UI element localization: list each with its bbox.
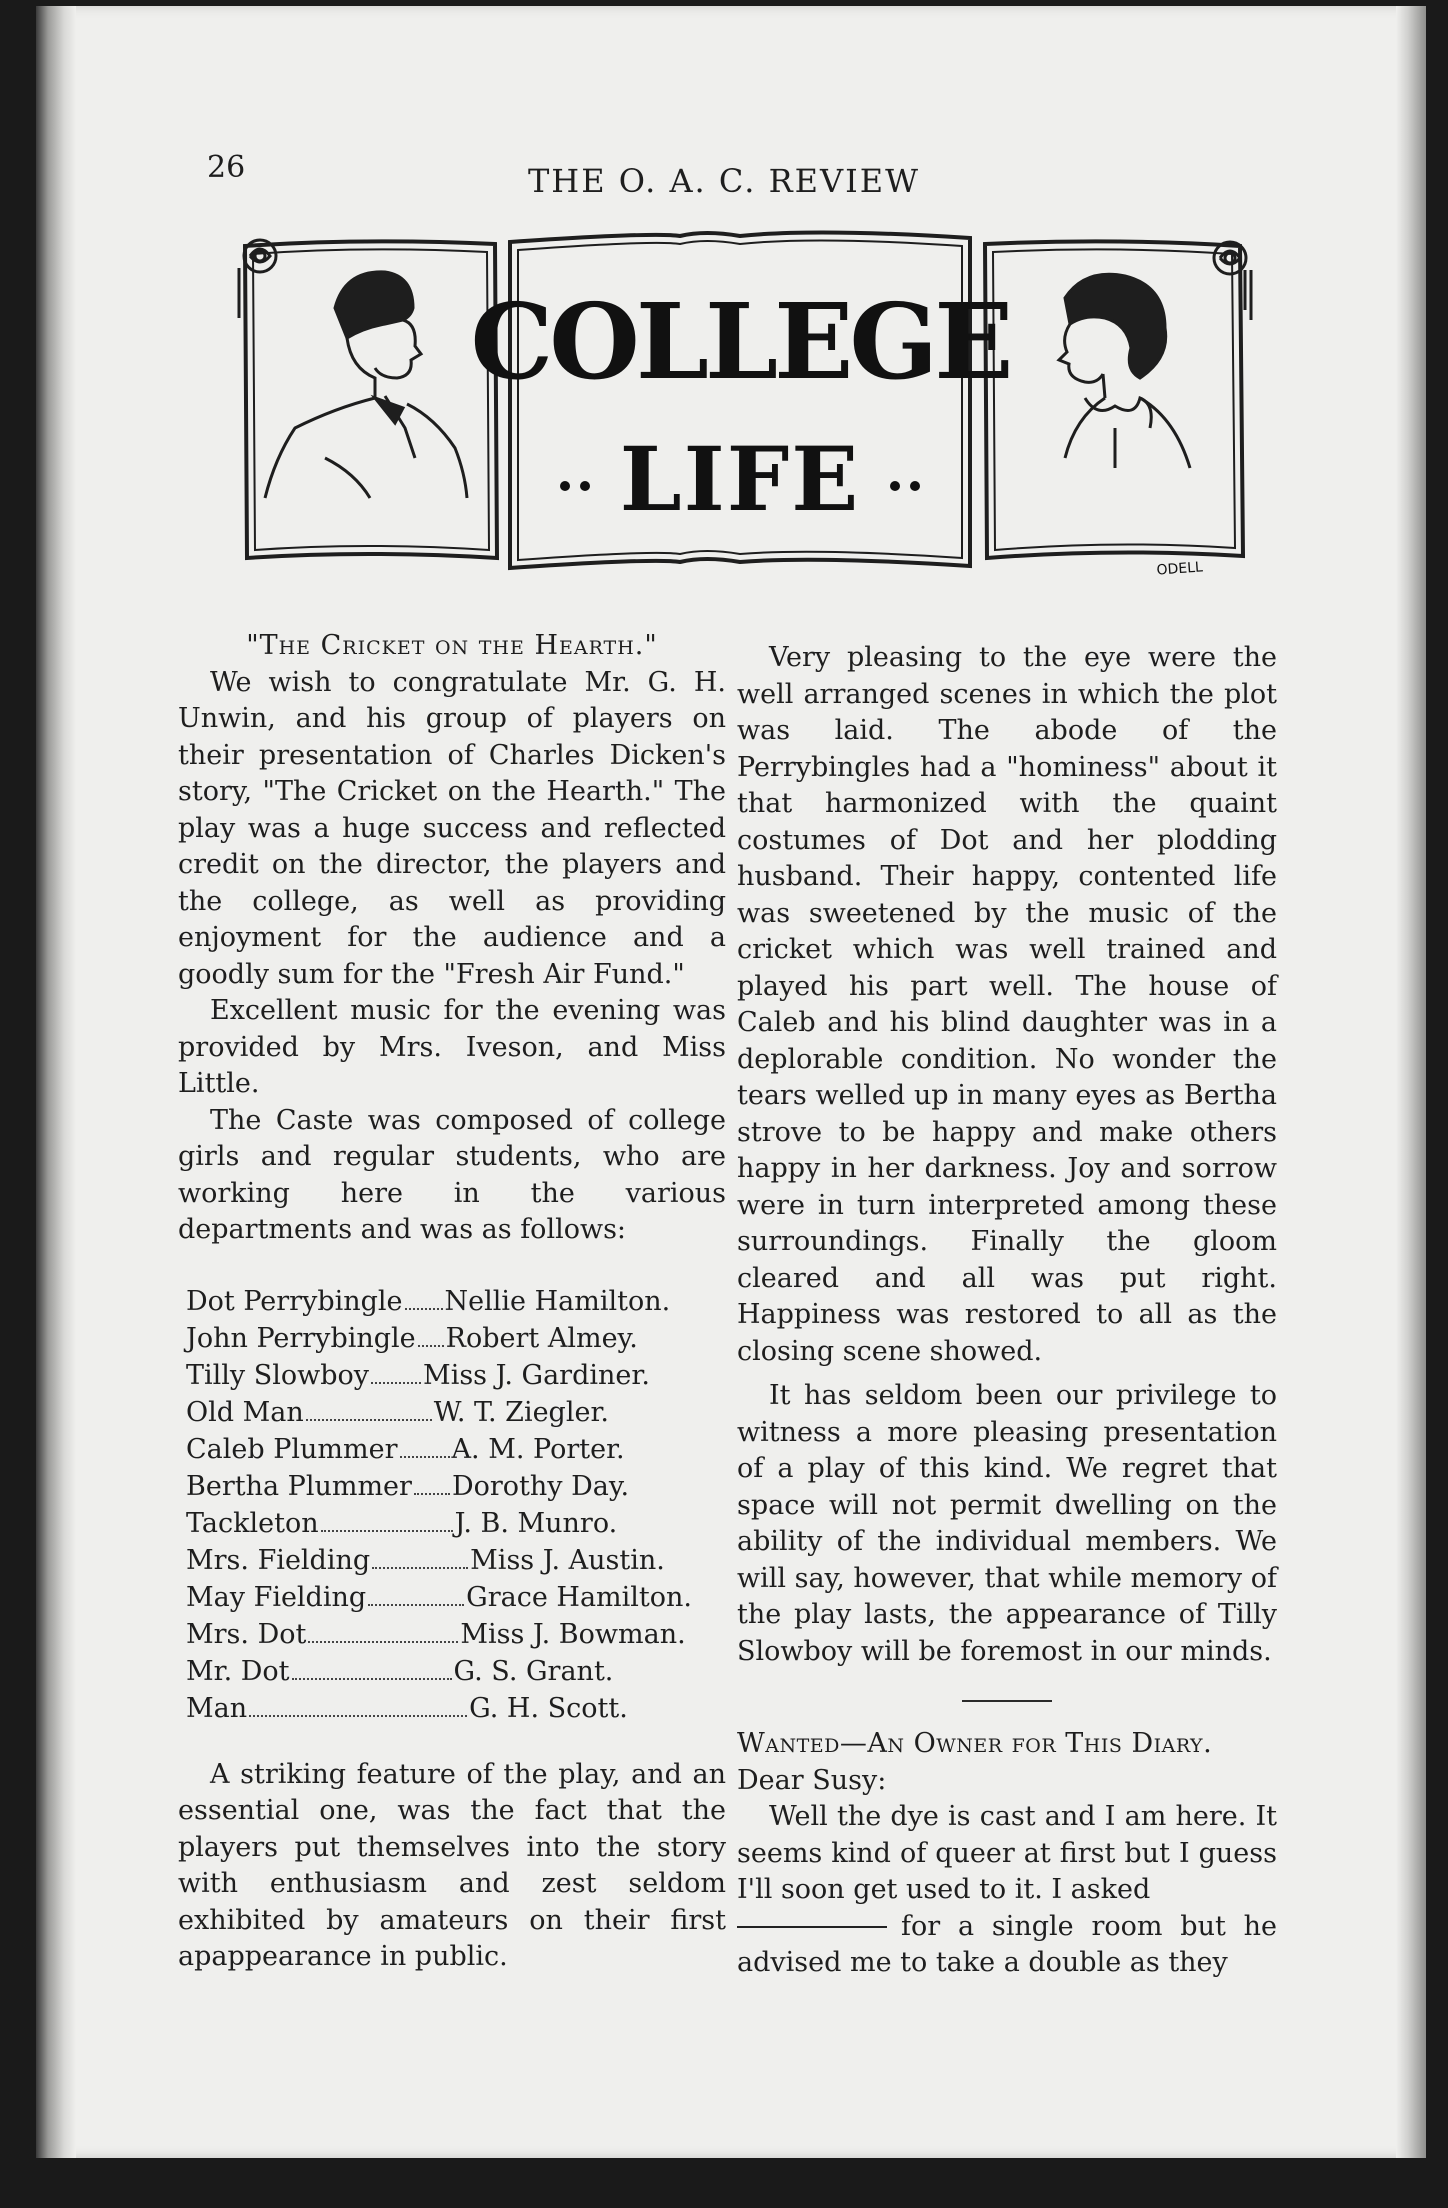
paragraph: The Caste was composed of college girls and regular students, who are working here in the various departments and was as follows: <box>178 1104 726 1245</box>
rose-ornament-left <box>239 240 276 318</box>
book-spine-shadow <box>36 6 76 2158</box>
cast-entry: Mrs. Dot Miss J. Bowman. <box>186 1618 686 1650</box>
running-title: THE O. A. C. REVIEW <box>527 162 921 200</box>
cast-entry: Mrs. Fielding Miss J. Austin. <box>186 1544 665 1576</box>
cast-entry: Bertha Plummer Dorothy Day. <box>186 1470 630 1502</box>
cast-entry: Mr. Dot G. S. Grant. <box>186 1655 614 1687</box>
right-column <box>737 640 1277 1982</box>
banner-title-college: COLLEGE <box>470 280 1010 403</box>
salutation: Dear Susy: <box>737 1764 887 1796</box>
artist-signature: ODELL <box>1156 559 1204 579</box>
cast-entry: Dot Perrybingle Nellie Hamilton. <box>186 1285 671 1317</box>
left-column <box>178 628 726 1976</box>
man-portrait-illustration <box>265 272 467 498</box>
paragraph: Well the dye is cast and I am here. It seems kind of queer at first but I guess I'll soon get used to it. I asked <box>737 1801 1277 1905</box>
paragraph: A striking feature of the play, and an essential one, was the fact that the players put themselves into the story with enthusiasm and zest seldom exhibited by amateurs on their first apappearance in public. <box>178 1758 726 1972</box>
blank-line <box>737 1926 887 1928</box>
cast-list <box>186 1283 726 1727</box>
paragraph: It has seldom been our privilege to witness a more pleasing presentation of a play of this kind. We regret that space will not permit dwelling on the ability of the individual members. We will say, however, that while memory of the play lasts, the appearance of Tilly Slowboy will be foremost in our minds. <box>737 1380 1277 1667</box>
wanted-heading: Wanted—An Owner for This Diary. <box>737 1728 1213 1759</box>
banner-title-life: LIFE <box>619 427 861 531</box>
college-life-banner <box>235 228 1255 588</box>
paragraph: Excellent music for the evening was provided by Mrs. Iveson, and Miss Little. <box>178 995 726 1099</box>
page-number: 26 <box>207 150 246 185</box>
woman-portrait-illustration <box>1059 274 1190 468</box>
cast-entry: May Fielding Grace Hamilton. <box>186 1581 693 1613</box>
cast-entry: Man G. H. Scott. <box>186 1692 628 1724</box>
cast-entry: Caleb Plummer A. M. Porter. <box>186 1433 625 1465</box>
article-heading: "The Cricket on the Hearth." <box>246 630 658 661</box>
cast-entry: John Perrybingle Robert Almey. <box>186 1322 638 1354</box>
cast-entry: Old Man W. T. Ziegler. <box>186 1396 609 1428</box>
paragraph: We wish to congratulate Mr. G. H. Unwin, and his group of players on their presentation of Charles Dicken's story, "The Cricket on the Hearth." The play was a huge success and reflected credit on the director, the players and the college, as well as providing enjoyment for the audience and a goodly sum for the "Fresh Air Fund." <box>178 666 726 990</box>
paragraph-continued: for a single room but he advised me to take a double as they <box>737 1910 1277 1978</box>
paragraph: Very pleasing to the eye were the well arranged scenes in which the plot was laid. The abode of the Perrybingles had a "hominess" about it that harmonized with the quaint costumes of Dot and her plodding husband. Their happy, contented life was sweetened by the music of the cricket which was well trained and played his part well. The house of Caleb and his blind daughter was in a deplorable condition. No wonder the tears welled up in many eyes as Bertha strove to be happy and make others happy in her darkness. Joy and sorrow were in turn interpreted among these surroundings. Finally the gloom cleared and all was put right. Happiness was restored to all as the closing scene showed. <box>737 642 1277 1367</box>
section-divider <box>962 1700 1052 1702</box>
page-edge-shadow <box>1396 6 1426 2158</box>
cast-entry: Tilly Slowboy Miss J. Gardiner. <box>186 1359 650 1391</box>
cast-entry: Tackleton J. B. Munro. <box>186 1507 618 1539</box>
